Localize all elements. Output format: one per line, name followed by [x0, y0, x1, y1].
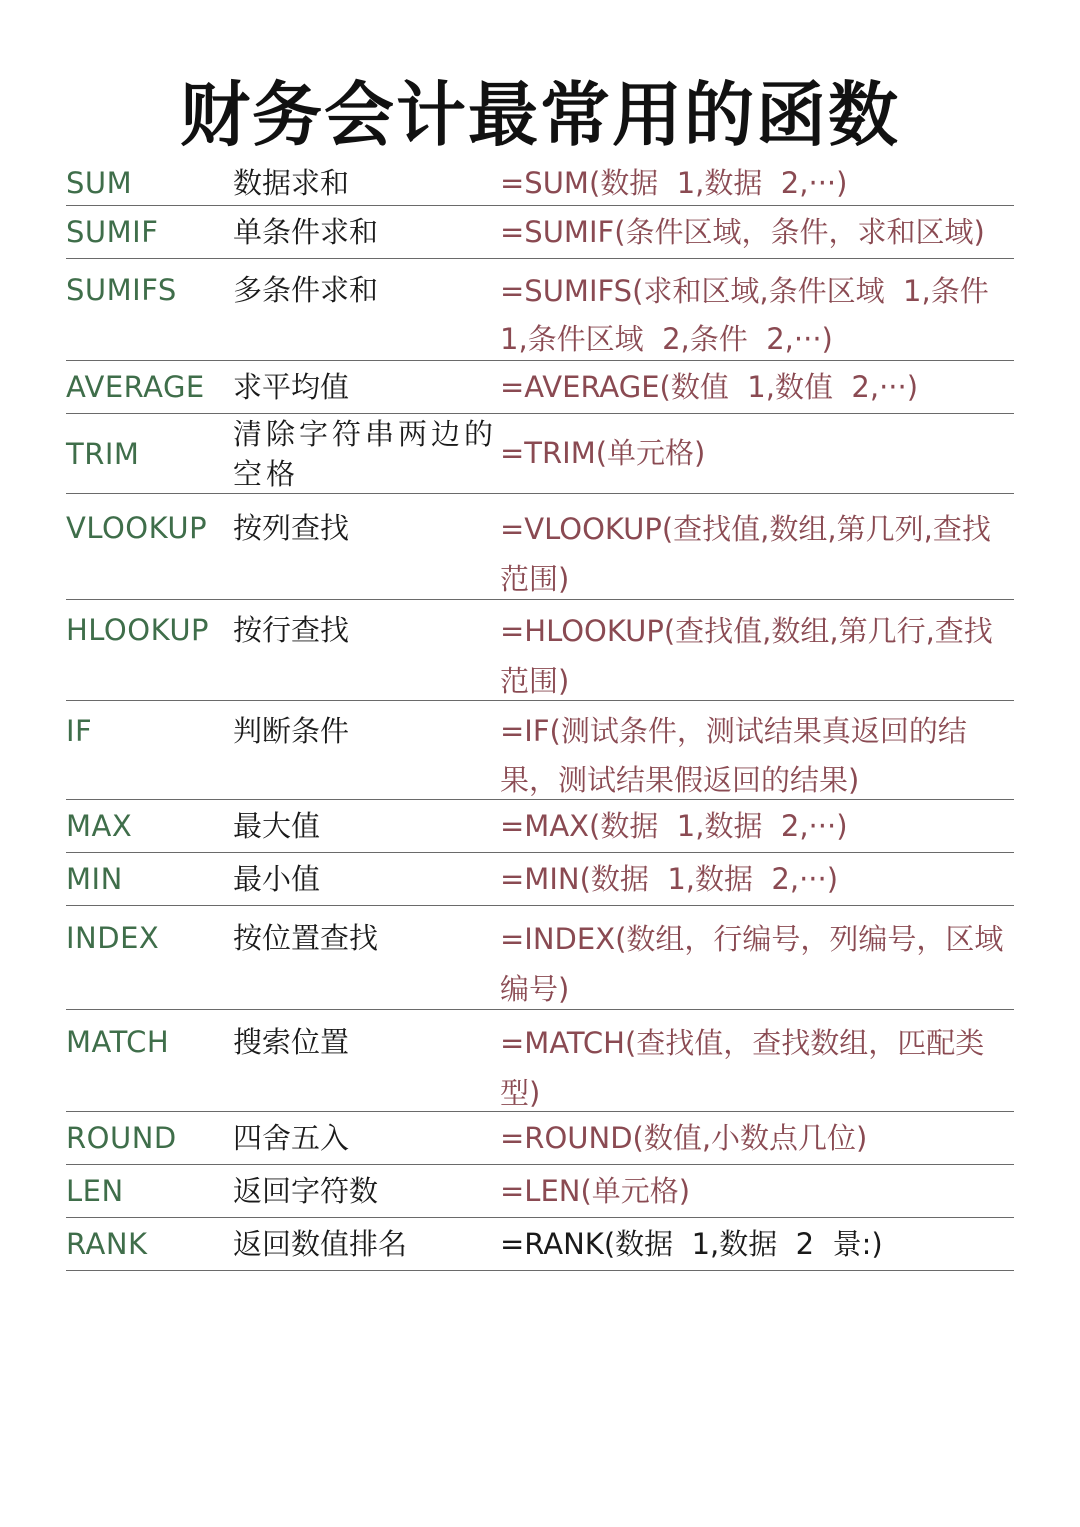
function-formula: =AVERAGE(数值 1,数值 2,···) — [500, 370, 919, 404]
function-formula: =MIN(数据 1,数据 2,···) — [500, 862, 839, 896]
function-description: 求平均值 — [233, 370, 350, 404]
function-name: LEN — [66, 1174, 124, 1208]
function-table — [66, 160, 1014, 1271]
function-formula: =SUM(数据 1,数据 2,···) — [500, 166, 848, 200]
function-name: IF — [66, 714, 93, 748]
table-row — [66, 853, 1014, 906]
function-formula: =MATCH(查找值，查找数组，匹配类型) — [500, 1026, 985, 1110]
table-row — [66, 206, 1014, 259]
function-description: 清除字符串两边的空格 — [233, 416, 498, 491]
function-formula: =TRIM(单元格) — [500, 436, 706, 470]
function-name: AVERAGE — [66, 370, 205, 404]
table-row — [66, 600, 1014, 701]
function-formula: =SUMIFS(求和区域,条件区域 1,条件 1,条件区域 2,条件 2,···) — [500, 274, 1008, 356]
table-row — [66, 800, 1014, 853]
function-description: 最大值 — [233, 809, 321, 843]
table-row — [66, 494, 1014, 600]
function-description: 返回字符数 — [233, 1174, 379, 1208]
function-name: SUM — [66, 166, 133, 200]
function-name: ROUND — [66, 1121, 177, 1155]
function-formula: =LEN(单元格) — [500, 1174, 691, 1208]
function-description: 最小值 — [233, 862, 321, 896]
function-formula: =ROUND(数值,小数点几位) — [500, 1121, 868, 1155]
table-row — [66, 906, 1014, 1010]
function-name: MAX — [66, 809, 133, 843]
function-description: 数据求和 — [233, 166, 350, 200]
function-description: 四舍五入 — [233, 1121, 350, 1155]
function-description: 单条件求和 — [233, 215, 379, 249]
function-name: RANK — [66, 1227, 148, 1261]
table-row — [66, 259, 1014, 361]
function-description: 按列查找 — [233, 511, 350, 545]
page-title: 财务会计最常用的函数 — [180, 74, 900, 156]
function-name: VLOOKUP — [66, 511, 208, 545]
table-row — [66, 160, 1014, 206]
function-name: MATCH — [66, 1025, 170, 1059]
function-description: 返回数值排名 — [233, 1227, 408, 1261]
function-name: SUMIF — [66, 215, 159, 249]
table-row — [66, 1112, 1014, 1165]
function-formula: =SUMIF(条件区域，条件，求和区域) — [500, 215, 985, 249]
table-row — [66, 414, 1014, 494]
function-description: 按行查找 — [233, 613, 350, 647]
function-formula: =VLOOKUP(查找值,数组,第几列,查找范围) — [500, 512, 991, 596]
function-name: SUMIFS — [66, 273, 177, 307]
function-description: 判断条件 — [233, 714, 350, 748]
table-row — [66, 1218, 1014, 1271]
function-formula: =INDEX(数组，行编号，列编号，区域编号) — [500, 922, 1004, 1006]
function-name: INDEX — [66, 921, 160, 955]
function-name: TRIM — [66, 436, 140, 471]
function-formula: =MAX(数据 1,数据 2,···) — [500, 809, 848, 843]
function-formula: =IF(测试条件，测试结果真返回的结果，测试结果假返回的结果) — [500, 714, 967, 797]
table-row — [66, 701, 1014, 800]
function-name: MIN — [66, 862, 123, 896]
table-row — [66, 1165, 1014, 1218]
table-row — [66, 361, 1014, 414]
function-formula: =HLOOKUP(查找值,数组,第几行,查找范围) — [500, 614, 993, 698]
function-formula: =RANK(数据 1,数据 2 景:) — [500, 1227, 883, 1261]
function-description: 按位置查找 — [233, 921, 379, 955]
function-description: 搜索位置 — [233, 1025, 350, 1059]
function-description: 多条件求和 — [233, 273, 379, 307]
function-name: HLOOKUP — [66, 613, 210, 647]
table-row — [66, 1010, 1014, 1112]
